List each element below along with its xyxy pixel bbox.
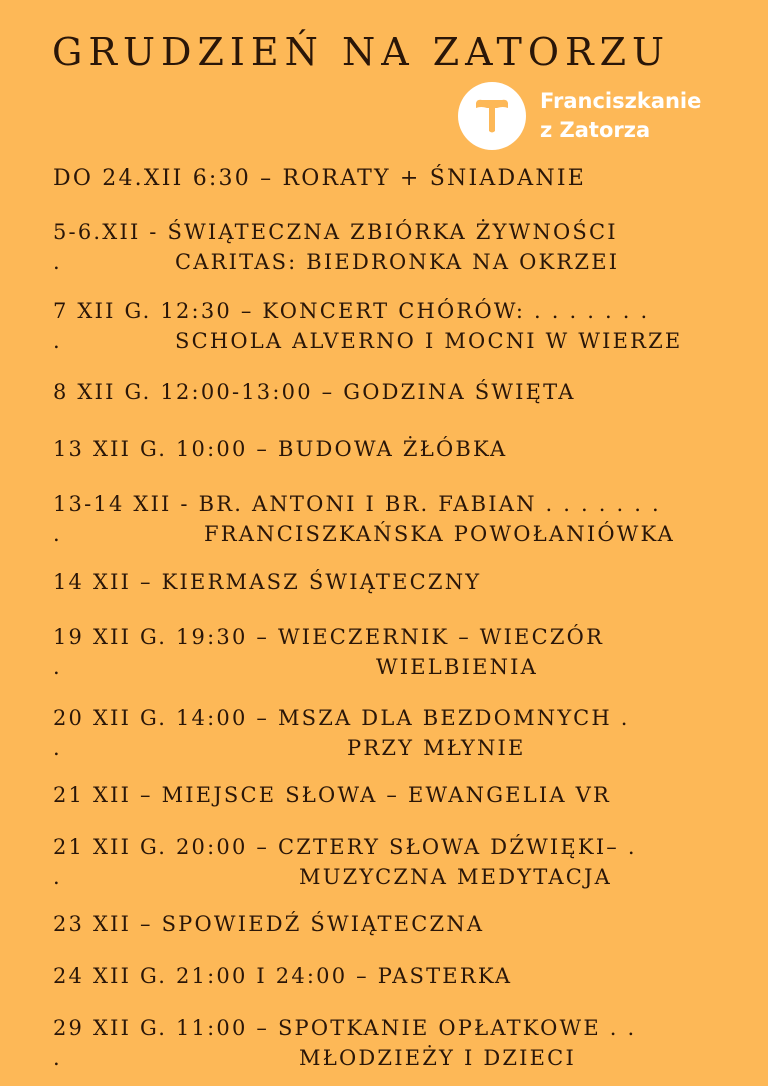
event-text: 23 XII – SPOWIEDŹ ŚWIĄTECZNA (53, 912, 485, 936)
event-item (53, 1013, 636, 1073)
logo-text (540, 87, 701, 145)
event-item (53, 622, 604, 682)
event-continuation (53, 326, 683, 356)
event-text-continued: PRZY MŁYNIE (347, 736, 526, 760)
event-text-continued: CARITAS: BIEDRONKA NA OKRZEI (175, 250, 620, 274)
event-item (53, 164, 586, 194)
event-dot: . (53, 250, 62, 274)
event-text: 7 XII G. 12:30 – KONCERT CHÓRÓW: . . . . . . . (53, 299, 650, 323)
event-text-continued: MŁODZIEŻY I DZIECI (299, 1046, 576, 1070)
event-text-continued: FRANCISZKAŃSKA POWOŁANIÓWKA (204, 522, 675, 546)
page-title: GRUDZIEŃ NA ZATORZU (52, 30, 671, 74)
event-item (53, 961, 512, 991)
event-dot: . (53, 1046, 62, 1070)
event-text: DO 24.XII 6:30 – RORATY + ŚNIADANIE (53, 166, 586, 191)
event-text: 14 XII – KIERMASZ ŚWIĄTECZNY (53, 570, 482, 594)
logo-line1: Franciszkanie (540, 89, 702, 113)
event-text: 29 XII G. 11:00 – SPOTKANIE OPŁATKOWE . . (53, 1016, 637, 1040)
event-item (53, 832, 637, 892)
event-text: 24 XII G. 21:00 I 24:00 – PASTERKA (53, 964, 513, 988)
tau-cross-icon (458, 82, 526, 150)
event-item (53, 909, 484, 939)
event-text: 5-6.XII - ŚWIĄTECZNA ZBIÓRKA ŻYWNOŚCI (53, 220, 618, 244)
event-item (53, 567, 481, 597)
event-text-continued: WIELBIENIA (376, 655, 539, 679)
event-item (53, 434, 507, 464)
event-text: 13-14 XII - BR. ANTONI I BR. FABIAN . . . . . . . (53, 492, 661, 516)
event-text: 21 XII – MIEJSCE SŁOWA – EWANGELIA VR (53, 783, 611, 807)
event-continuation (53, 862, 637, 892)
event-item (53, 703, 630, 763)
event-text-continued: MUZYCZNA MEDYTACJA (299, 865, 612, 889)
event-text: 8 XII G. 12:00-13:00 – GODZINA ŚWIĘTA (53, 380, 576, 404)
event-dot: . (53, 736, 62, 760)
event-continuation (53, 247, 618, 277)
event-item (53, 377, 576, 407)
event-item (53, 489, 675, 549)
event-text: 19 XII G. 19:30 – WIECZERNIK – WIECZÓR (53, 625, 605, 649)
event-dot: . (53, 522, 62, 546)
event-item (53, 296, 683, 356)
event-text: 13 XII G. 10:00 – BUDOWA ŻŁÓBKA (53, 437, 508, 461)
event-dot: . (53, 329, 62, 353)
event-continuation (53, 519, 675, 549)
event-item (53, 217, 618, 277)
event-dot: . (53, 655, 62, 679)
event-continuation (53, 652, 604, 682)
event-text-continued: SCHOLA ALVERNO I MOCNI W WIERZE (175, 329, 683, 353)
event-continuation (53, 1043, 636, 1073)
event-text: 21 XII G. 20:00 – CZTERY SŁOWA DŹWIĘKI– . (53, 835, 637, 859)
logo-line2: z Zatorza (540, 118, 651, 142)
franciszkanie-logo (458, 82, 701, 150)
event-dot: . (53, 865, 62, 889)
event-continuation (53, 733, 630, 763)
event-item (53, 780, 611, 810)
event-text: 20 XII G. 14:00 – MSZA DLA BEZDOMNYCH . (53, 706, 630, 730)
